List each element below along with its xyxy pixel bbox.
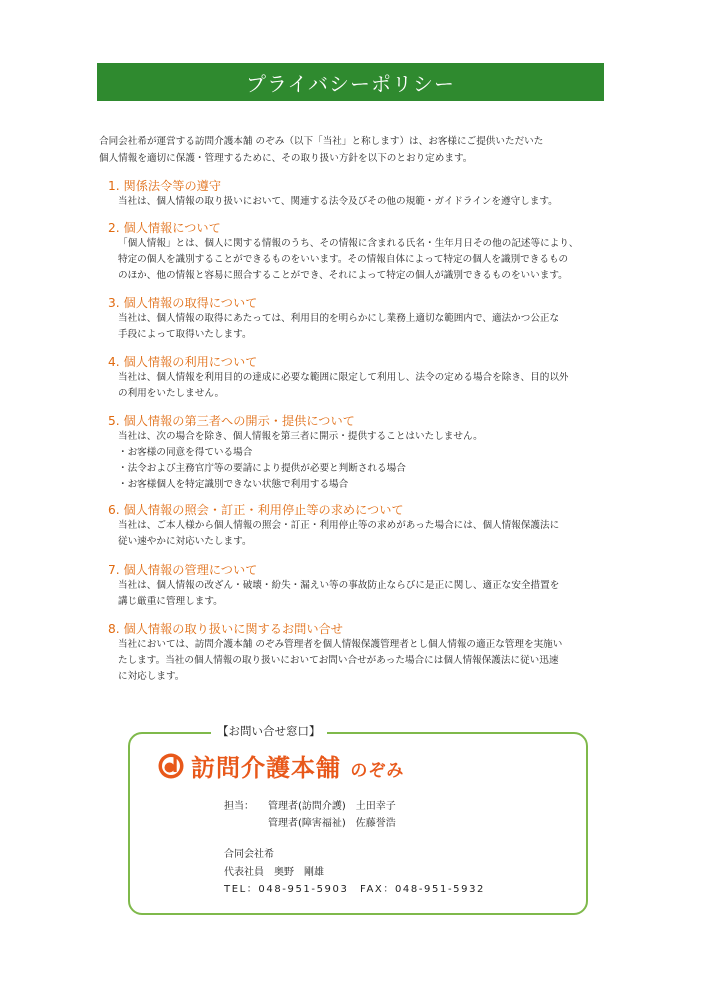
section-body: 「個人情報」とは、個人に関する情報のうち、その情報に含まれる氏名・生年月日その他の記述等により、: [118, 238, 579, 249]
intro-line: 合同会社希が運営する訪問介護本舗 のぞみ（以下「当社」と称します）は、お客様にご提供いただいた: [99, 136, 544, 147]
staff-label: 担当：: [224, 801, 254, 812]
section-title: 3. 個人情報の取得について: [108, 296, 258, 310]
intro: [99, 133, 619, 167]
page-title: プライバシーポリシー: [246, 71, 455, 96]
company-info: [224, 846, 485, 899]
section-title: 8. 個人情報の取り扱いに関するお問い合せ: [108, 622, 343, 636]
logo-text: [191, 748, 404, 783]
logo-mark-icon: [157, 752, 185, 780]
staff-item: 管理者(障害福祉) 佐藤誉浩: [268, 818, 396, 829]
section-1: [108, 178, 618, 210]
section-body: 当社は、個人情報の取り扱いにおいて、関連する法令及びその他の規範・ガイドラインを遵守します。: [118, 196, 558, 207]
company-logo: [157, 748, 404, 783]
section-6: [108, 502, 618, 550]
logo-main: 訪問介護本舗: [191, 754, 341, 782]
section-7: [108, 562, 618, 610]
staff-item: 管理者(訪問介護) 土田幸子: [268, 801, 396, 812]
section-4: [108, 354, 618, 402]
section-body: に対応します。: [118, 671, 185, 682]
section-body: 当社においては、訪問介護本舗 のぞみ管理者を個人情報保護管理者とし個人情報の適正な管理を実施い: [118, 639, 563, 650]
section-2: [108, 220, 618, 284]
section-body: たします。当社の個人情報の取り扱いにおいてお問い合せがあった場合には個人情報保護法に従い迅速: [118, 655, 559, 666]
list-item: ・法令および主務官庁等の要請により提供が必要と判断される場合: [118, 463, 406, 474]
section-body: 当社は、個人情報の取得にあたっては、利用目的を明らかにし業務上適切な範囲内で、適法かつ公正な: [118, 313, 560, 324]
page-title-bar: [97, 63, 604, 101]
section-body: 当社は、次の場合を除き、個人情報を第三者に開示・提供することはいたしません。: [118, 431, 483, 442]
intro-line: 個人情報を適切に保護・管理するために、その取り扱い方針を以下のとおり定めます。: [99, 153, 473, 164]
section-3: [108, 295, 618, 343]
logo-sub: のぞみ: [350, 761, 405, 781]
bullet-list: [118, 445, 618, 493]
section-title: 7. 個人情報の管理について: [108, 563, 258, 577]
section-body: 当社は、個人情報を利用目的の達成に必要な範囲に限定して利用し、法令の定める場合を除き、目的以外: [118, 372, 569, 383]
section-body: 手段によって取得いたします。: [118, 329, 252, 340]
company-name: 合同会社希: [224, 849, 274, 860]
section-title: 6. 個人情報の照会・訂正・利用停止等の求めについて: [108, 503, 404, 517]
section-body: 従い速やかに対応いたします。: [118, 536, 252, 547]
section-body: 当社は、ご本人様から個人情報の照会・訂正・利用停止等の求めがあった場合には、個人情報保護法に: [118, 520, 560, 531]
section-body: 当社は、個人情報の改ざん・破壊・紛失・漏えい等の事故防止ならびに是正に関し、適正な安全措置を: [118, 580, 560, 591]
section-title: 5. 個人情報の第三者への開示・提供について: [108, 414, 355, 428]
representative: 代表社員 奥野 剛雄: [224, 866, 324, 878]
staff-list: [224, 798, 396, 832]
section-body: の利用をいたしません。: [118, 388, 225, 399]
section-body: のほか、他の情報と容易に照合することができ、それによって特定の個人が識別できるものをいいます。: [118, 270, 568, 281]
list-item: ・お客様の同意を得ている場合: [118, 447, 253, 458]
section-body: 講じ厳重に管理します。: [118, 596, 223, 607]
section-title: 2. 個人情報について: [108, 221, 221, 235]
section-8: [108, 621, 618, 685]
section-title: 4. 個人情報の利用について: [108, 355, 258, 369]
list-item: ・お客様個人を特定識別できない状態で利用する場合: [118, 479, 349, 490]
section-title: 1. 関係法令等の遵守: [108, 179, 222, 193]
contact-label: 【お問い合せ窓口】: [211, 722, 327, 740]
section-5: [108, 413, 618, 493]
section-body: 特定の個人を識別することができるものをいいます。その情報自体によって特定の個人を識別できるもの: [118, 254, 569, 265]
tel-fax: TEL：048-951-5903 FAX：048-951-5932: [224, 884, 486, 895]
